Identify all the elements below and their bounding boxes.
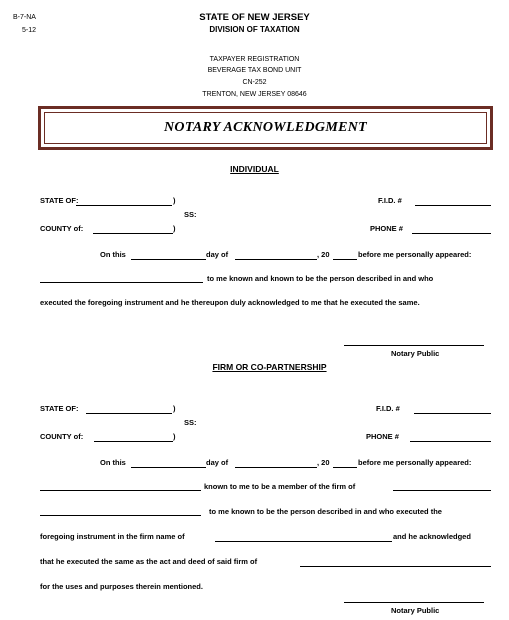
form-revision: 5-12: [22, 27, 37, 34]
firm-county-field[interactable]: [94, 441, 173, 442]
individual-year-prefix: , 20: [317, 250, 330, 259]
firm-and-he-text: and he acknowledged: [393, 532, 471, 541]
header-address-1: TAXPAYER REGISTRATION: [209, 56, 300, 63]
individual-known-text: to me known and known to be the person described in and who: [207, 274, 434, 283]
individual-state-field[interactable]: [76, 205, 172, 206]
firm-before-me: before me personally appeared:: [358, 458, 472, 467]
individual-county-paren: ): [173, 224, 176, 233]
individual-phone-label: PHONE #: [370, 224, 403, 233]
individual-county-field[interactable]: [93, 233, 173, 234]
firm-notary-label: Notary Public: [391, 606, 440, 615]
firm-month-field[interactable]: [235, 467, 317, 468]
individual-state-paren: ): [173, 196, 176, 205]
individual-county-label: COUNTY of:: [40, 224, 84, 233]
firm-on-this: On this: [100, 458, 126, 467]
individual-executed-text: executed the foregoing instrument and he thereupon duly acknowledged to me that he executed the same.: [40, 298, 420, 307]
firm-name-field-2[interactable]: [215, 541, 392, 542]
firm-name-field-1[interactable]: [393, 490, 491, 491]
individual-person-field[interactable]: [40, 282, 203, 283]
form-code: B-7-NA: [13, 14, 36, 21]
firm-member-text: known to me to be a member of the firm of: [204, 482, 356, 491]
header-address-2: BEVERAGE TAX BOND UNIT: [207, 67, 302, 74]
individual-fid-field[interactable]: [415, 205, 491, 206]
firm-fid-field[interactable]: [414, 413, 491, 414]
firm-person-text: to me known to be the person described in and who executed the: [209, 507, 442, 516]
firm-ss-label: SS:: [184, 418, 197, 427]
individual-day-of: day of: [206, 250, 229, 259]
firm-state-paren: ): [173, 404, 176, 413]
individual-on-this: On this: [100, 250, 126, 259]
individual-ss-label: SS:: [184, 210, 197, 219]
firm-person-field[interactable]: [40, 515, 201, 516]
firm-uses-text: for the uses and purposes therein mentioned.: [40, 582, 203, 591]
firm-day-of: day of: [206, 458, 229, 467]
header-address-4: TRENTON, NEW JERSEY 08646: [202, 91, 307, 98]
individual-notary-label: Notary Public: [391, 349, 440, 358]
document-title: NOTARY ACKNOWLEDGMENT: [164, 120, 367, 135]
individual-phone-field[interactable]: [412, 233, 491, 234]
firm-notary-signature-line[interactable]: [344, 602, 484, 603]
firm-member-name-field[interactable]: [40, 490, 201, 491]
firm-foregoing-text: foregoing instrument in the firm name of: [40, 532, 185, 541]
individual-notary-signature-line[interactable]: [344, 345, 484, 346]
firm-fid-label: F.I.D. #: [376, 404, 400, 413]
header-state: STATE OF NEW JERSEY: [199, 12, 310, 23]
individual-day-field[interactable]: [131, 259, 206, 260]
individual-year-field[interactable]: [333, 259, 357, 260]
firm-phone-label: PHONE #: [366, 432, 399, 441]
individual-month-field[interactable]: [235, 259, 317, 260]
individual-fid-label: F.I.D. #: [378, 196, 402, 205]
firm-day-field[interactable]: [131, 467, 206, 468]
header-division: DIVISION OF TAXATION: [209, 25, 300, 34]
firm-that-he-text: that he executed the same as the act and deed of said firm of: [40, 557, 258, 566]
individual-before-me: before me personally appeared:: [358, 250, 472, 259]
header-address-3: CN-252: [242, 79, 267, 86]
title-box: [38, 106, 493, 150]
firm-state-field[interactable]: [86, 413, 172, 414]
firm-county-label: COUNTY of:: [40, 432, 84, 441]
firm-phone-field[interactable]: [410, 441, 491, 442]
firm-year-prefix: , 20: [317, 458, 330, 467]
individual-state-label: STATE OF:: [40, 196, 79, 205]
firm-name-field-3[interactable]: [300, 566, 491, 567]
firm-county-paren: ): [173, 432, 176, 441]
firm-year-field[interactable]: [333, 467, 357, 468]
firm-heading: FIRM OR CO-PARTNERSHIP: [212, 362, 327, 372]
firm-state-label: STATE OF:: [40, 404, 79, 413]
individual-heading: INDIVIDUAL: [230, 164, 279, 174]
